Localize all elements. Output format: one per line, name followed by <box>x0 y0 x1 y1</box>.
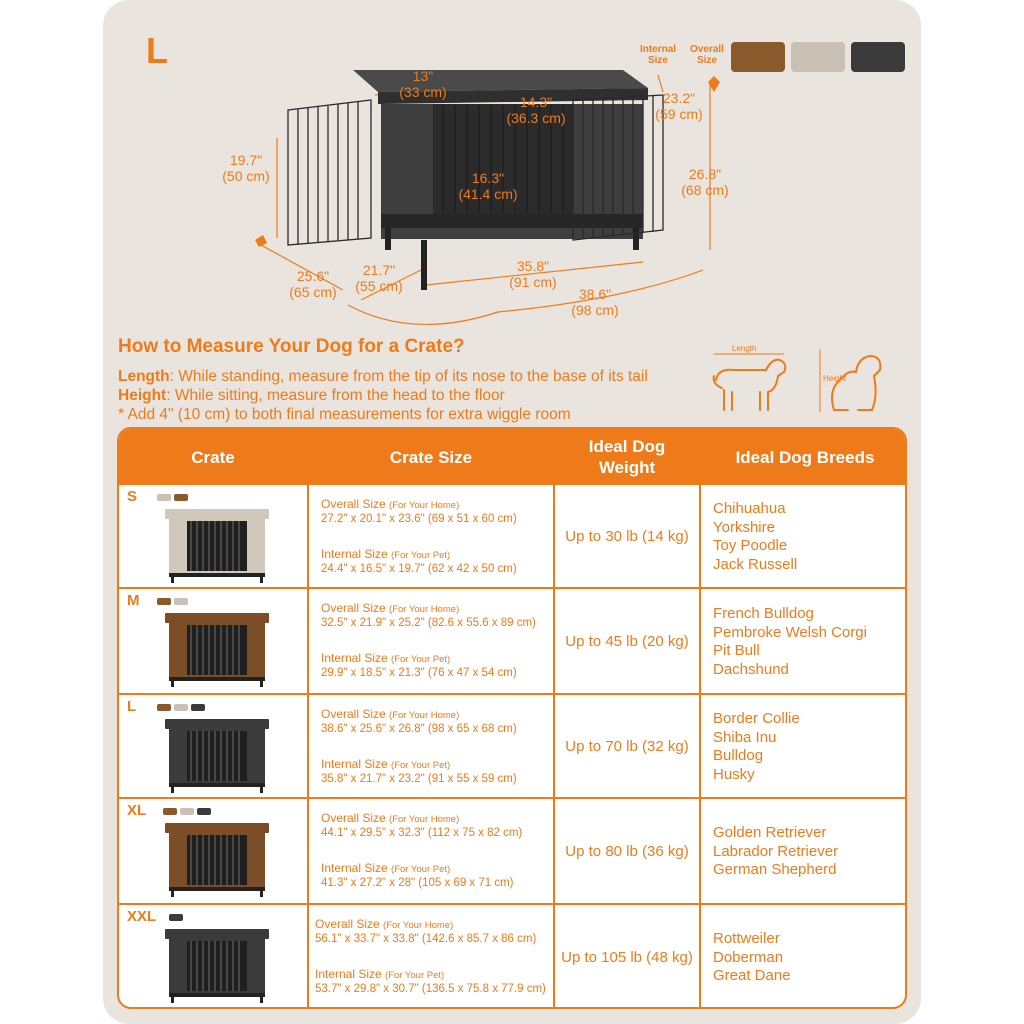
ideal-weight: Up to 105 lb (48 kg) <box>561 949 693 966</box>
breed-item: Chihuahua <box>713 500 786 517</box>
size-label: XL <box>127 802 147 819</box>
overall-size-label: Overall Size (For Your Home) <box>321 497 460 511</box>
product-info-card <box>103 0 921 1024</box>
internal-size-value: 29.9" x 18.5" x 21.3" (76 x 47 x 54 cm) <box>321 667 517 679</box>
breed-item: German Shepherd <box>713 861 837 879</box>
internal-size-value: 24.4" x 16.5" x 19.7" (62 x 42 x 50 cm) <box>321 563 517 575</box>
legend-internal-label: Internal Size <box>639 44 677 66</box>
length-instruction <box>118 367 708 386</box>
finish-chip <box>157 598 171 605</box>
height-instruction <box>118 386 708 405</box>
breed-item: Husky <box>713 765 755 783</box>
internal-size-value: 41.3" x 27.2" x 28" (105 x 69 x 71 cm) <box>321 877 514 889</box>
measure-instructions <box>118 336 708 424</box>
internal-size-label: Internal Size (For Your Pet) <box>315 967 445 981</box>
dim-internal-side: 21.7" (55 cm) <box>355 262 403 294</box>
crate-thumbnail <box>147 927 277 1007</box>
dog-measure-icons <box>708 340 908 420</box>
header-ideal-weight: Ideal Dog Weight <box>588 437 666 477</box>
header-ideal-breeds: Ideal Dog Breeds <box>735 447 875 467</box>
table-row <box>119 589 907 695</box>
header-crate-size: Crate Size <box>389 447 473 467</box>
table-row <box>119 905 907 1009</box>
finish-chip <box>163 808 177 815</box>
breed-item: Golden Retriever <box>713 824 827 842</box>
overall-size-value: 38.6" x 25.6" x 26.8" (98 x 65 x 68 cm) <box>321 723 517 735</box>
crate-thumbnail <box>147 821 277 901</box>
wiggle-note: * Add 4" (10 cm) to both final measurements for extra wiggle room <box>118 406 571 423</box>
measure-title: How to Measure Your Dog for a Crate? <box>118 336 465 357</box>
internal-size-label: Internal Size (For Your Pet) <box>321 757 451 771</box>
breed-item: Pembroke Welsh Corgi <box>713 623 867 641</box>
finish-chip <box>174 598 188 605</box>
size-label: L <box>127 698 137 715</box>
finish-chip <box>169 914 183 921</box>
dim-overall-height: 26.8" (68 cm) <box>681 166 729 198</box>
breed-item: Pit Bull <box>713 642 760 659</box>
finish-chip <box>157 494 171 501</box>
height-text: : While sitting, measure from the head to the floor <box>166 387 505 404</box>
breed-item: Shiba Inu <box>713 728 777 746</box>
dim-internal-height: 16.3" (41.4 cm) <box>458 170 518 202</box>
overall-size-label: Overall Size (For Your Home) <box>321 811 460 825</box>
legend-overall-label: Overall Size <box>690 44 724 66</box>
crate-size-table <box>117 427 907 1009</box>
breed-item: Jack Russell <box>713 555 798 573</box>
table-header <box>119 429 907 485</box>
overall-size-value: 32.5" x 21.9" x 25.2" (82.6 x 55.6 x 89 cm) <box>321 617 536 629</box>
crate-size-spec <box>321 497 553 575</box>
ideal-weight: Up to 80 lb (36 kg) <box>565 843 689 860</box>
crate-thumbnail <box>147 507 277 587</box>
table-row <box>119 485 907 589</box>
internal-size-value: 53.7" x 29.8" x 30.7" (136.5 x 75.8 x 77.9 cm) <box>315 983 546 995</box>
crate-size-spec <box>321 811 553 889</box>
finish-chip <box>191 704 205 711</box>
breed-item: Rottweiler <box>713 930 780 948</box>
ideal-breeds-list <box>713 605 903 679</box>
dim-internal-width: 35.8" (91 cm) <box>509 258 557 290</box>
length-label: Length <box>118 368 170 385</box>
ideal-weight: Up to 30 lb (14 kg) <box>565 528 689 545</box>
finish-chip <box>157 704 171 711</box>
finish-chip <box>197 808 211 815</box>
breed-item: Labrador Retriever <box>713 842 839 860</box>
size-label: XXL <box>127 908 157 925</box>
overall-size-label: Overall Size (For Your Home) <box>321 707 460 721</box>
crate-size-spec <box>321 601 553 679</box>
breed-item: Bulldog <box>713 747 764 764</box>
crate-thumbnail <box>147 717 277 797</box>
overall-size-value: 56.1" x 33.7" x 33.8" (142.6 x 85.7 x 86 cm) <box>315 933 537 945</box>
icon-height-label: Height <box>823 374 847 383</box>
crate-dimension-diagram <box>103 0 921 330</box>
breed-item: Yorkshire <box>713 518 775 536</box>
ideal-breeds-list <box>713 500 903 574</box>
crate-thumbnail <box>147 611 277 691</box>
breed-item: Toy Poodle <box>713 537 788 554</box>
finish-chip <box>174 494 188 501</box>
overall-size-label: Overall Size (For Your Home) <box>315 917 454 931</box>
dim-overall-depth: 25.6" (65 cm) <box>289 268 337 300</box>
table-row <box>119 799 907 905</box>
crate-size-spec <box>321 707 553 785</box>
icon-length-label: Length <box>732 344 757 353</box>
finish-chip <box>180 808 194 815</box>
dim-door-height: 19.7" (50 cm) <box>222 152 270 184</box>
table-row <box>119 695 907 799</box>
breed-item: Great Dane <box>713 967 791 985</box>
size-label: M <box>127 592 140 609</box>
header-crate: Crate <box>191 447 235 467</box>
internal-size-label: Internal Size (For Your Pet) <box>321 861 451 875</box>
dim-overall-width: 38.6" (98 cm) <box>571 286 619 318</box>
ideal-breeds-list <box>713 930 903 986</box>
dim-internal-depth: 23.2" (59 cm) <box>655 90 703 122</box>
internal-size-label: Internal Size (For Your Pet) <box>321 547 451 561</box>
dim-top-depth: 13" (33 cm) <box>399 68 447 100</box>
ideal-weight: Up to 45 lb (20 kg) <box>565 633 689 650</box>
length-text: : While standing, measure from the tip of its nose to the base of its tail <box>169 368 648 385</box>
height-label: Height <box>118 387 167 404</box>
overall-size-label: Overall Size (For Your Home) <box>321 601 460 615</box>
size-letter: L <box>146 30 168 71</box>
overall-size-value: 27.2" x 20.1" x 23.6" (69 x 51 x 60 cm) <box>321 513 517 525</box>
ideal-breeds-list <box>713 710 903 784</box>
crate-size-spec <box>315 917 547 995</box>
breed-item: Border Collie <box>713 710 800 727</box>
overall-size-value: 44.1" x 29.5" x 32.3" (112 x 75 x 82 cm) <box>321 827 523 839</box>
breed-item: Dachshund <box>713 660 789 678</box>
ideal-weight: Up to 70 lb (32 kg) <box>565 738 689 755</box>
finish-chip <box>174 704 188 711</box>
breed-item: French Bulldog <box>713 605 814 622</box>
internal-size-label: Internal Size (For Your Pet) <box>321 651 451 665</box>
dim-top-width: 14.3" (36.3 cm) <box>506 94 566 126</box>
internal-size-value: 35.8" x 21.7" x 23.2" (91 x 55 x 59 cm) <box>321 773 517 785</box>
size-label: S <box>127 488 138 505</box>
ideal-breeds-list <box>713 824 903 880</box>
breed-item: Doberman <box>713 948 784 966</box>
